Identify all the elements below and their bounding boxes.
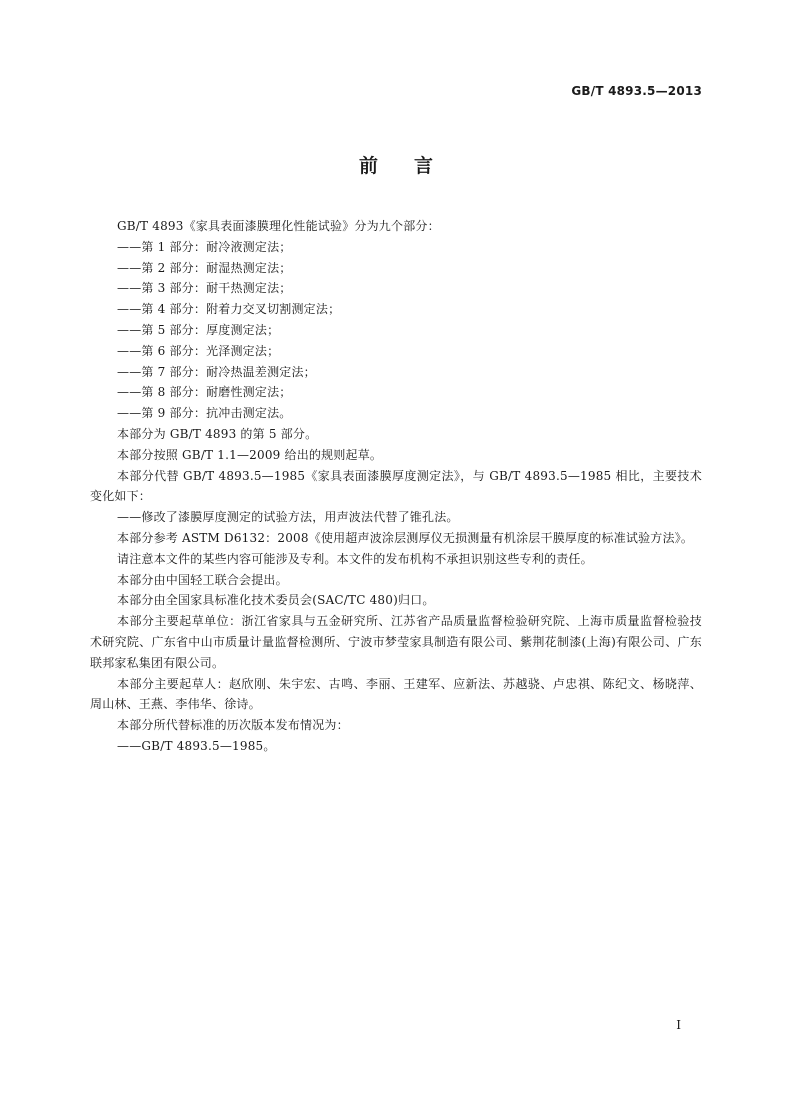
paragraph: 本部分按照 GB/T 1.1—2009 给出的规则起草。 bbox=[117, 447, 383, 462]
page-number: I bbox=[676, 1018, 681, 1032]
list-item: ——第 1 部分：耐冷液测定法； bbox=[117, 239, 292, 254]
paragraph: 本部分主要起草人：赵欣刚、朱宇宏、古鸣、李丽、王建军、应新法、苏越骁、卢忠祺、陈纪文、杨晓萍、周山林、王燕、李伟华、徐诗。 bbox=[90, 676, 702, 712]
page-title: 前言 bbox=[358, 155, 469, 177]
paragraph: 本部分主要起草单位：浙江省家具与五金研究所、江苏省产品质量监督检验研究院、上海市质量监督检验技术研究院、广东省中山市质量计量监督检测所、宁波市梦莹家具制造有限公司、紫荆花制漆(上海)有限公司、广东联邦家私集团有限公司。 bbox=[90, 614, 702, 670]
list-item: ——第 3 部分：耐干热测定法； bbox=[117, 281, 292, 296]
document-body bbox=[90, 216, 702, 757]
list-item: ——第 2 部分：耐湿热测定法； bbox=[117, 260, 292, 275]
paragraph: 本部分由中国轻工联合会提出。 bbox=[117, 572, 288, 587]
paragraph: 本部分代替 GB/T 4893.5—1985《家具表面漆膜厚度测定法》，与 GB/T 4893.5—1985 相比，主要技术变化如下： bbox=[90, 468, 702, 504]
list-item: ——第 9 部分：抗冲击测定法。 bbox=[117, 406, 292, 421]
list-item: ——第 8 部分：耐磨性测定法； bbox=[117, 385, 292, 400]
paragraph: GB/T 4893《家具表面漆膜理化性能试验》分为九个部分： bbox=[117, 219, 440, 233]
list-item: ——第 4 部分：附着力交叉切割测定法； bbox=[117, 302, 341, 317]
paragraph: 本部分参考 ASTM D6132：2008《使用超声波涂层测厚仪无损测量有机涂层干膜厚度的标准试验方法》。 bbox=[117, 530, 694, 545]
list-item: ——第 7 部分：耐冷热温差测定法； bbox=[117, 364, 316, 379]
paragraph: 本部分由全国家具标准化技术委员会(SAC/TC 480)归口。 bbox=[117, 593, 435, 608]
list-item: ——修改了漆膜厚度测定的试验方法，用声波法代替了锥孔法。 bbox=[117, 510, 459, 525]
list-item: ——GB/T 4893.5—1985。 bbox=[117, 738, 276, 753]
list-item: ——第 5 部分：厚度测定法； bbox=[117, 322, 280, 337]
paragraph: 本部分为 GB/T 4893 的第 5 部分。 bbox=[117, 426, 318, 441]
paragraph: 本部分所代替标准的历次版本发布情况为： bbox=[117, 718, 349, 733]
page-header: GB/T 4893.5—2013 bbox=[571, 84, 702, 98]
paragraph: 请注意本文件的某些内容可能涉及专利。本文件的发布机构不承担识别这些专利的责任。 bbox=[117, 551, 593, 566]
list-item: ——第 6 部分：光泽测定法； bbox=[117, 343, 280, 358]
